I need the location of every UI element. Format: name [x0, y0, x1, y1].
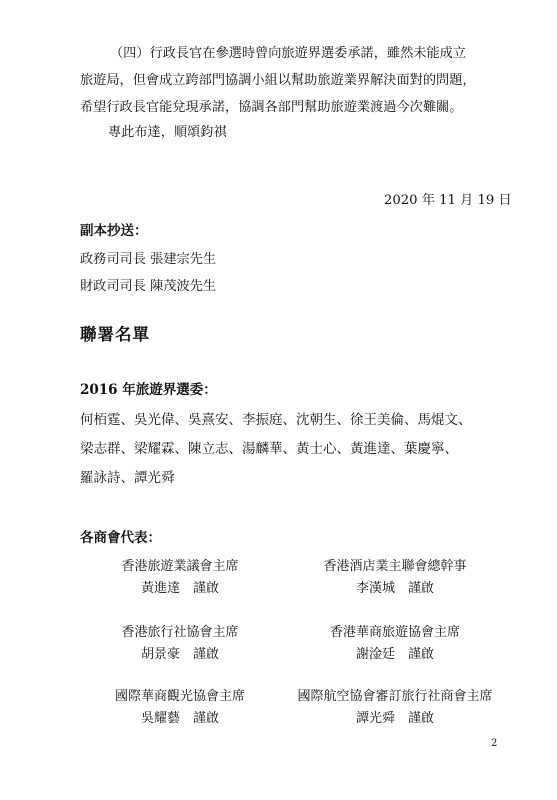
page-number: 2: [491, 738, 498, 749]
chamber-representative: [280, 686, 510, 730]
chamber-representative: [300, 556, 490, 600]
chamber-signature: 謝淦廷 謹啟: [355, 647, 434, 662]
chamber-representative: [100, 556, 260, 600]
closing-salutation: 專此布達，順頌鈞祺: [108, 125, 227, 140]
election-committee-heading: 2016 年旅遊界選委：: [80, 382, 217, 398]
letter-paragraph: [80, 40, 505, 121]
paragraph-line: （四）行政長官在參選時曾向旅遊界選委承諾，雖然未能成立: [110, 46, 467, 61]
chamber-org: 香港華商旅遊協會主席: [329, 625, 460, 640]
chamber-org: 香港旅遊業議會主席: [121, 559, 239, 574]
signatories-title: 聯署名單: [80, 325, 150, 344]
names-line: 梁志群、梁耀霖、陳立志、湯麟華、黃士心、黃進達、葉慶寧、: [80, 441, 458, 457]
chamber-org: 國際航空協會審訂旅行社商會主席: [297, 689, 493, 704]
cc-recipient: 政務司司長 張建宗先生: [80, 252, 217, 267]
chamber-signature: 譚光舜 謹啟: [355, 711, 434, 726]
chamber-org: 香港旅行社協會主席: [121, 625, 239, 640]
paragraph-line: 旅遊局，但會成立跨部門協調小組以幫助旅遊業界解決面對的問題，: [80, 73, 476, 88]
cc-heading: 副本抄送：: [80, 223, 148, 239]
election-committee-names: [80, 406, 525, 493]
chamber-org: 香港酒店業主聯會總幹事: [323, 559, 467, 574]
chamber-representative: [300, 622, 490, 666]
chamber-org: 國際華商觀光協會主席: [114, 689, 245, 704]
chamber-signature: 吳耀藝 謹啟: [140, 711, 219, 726]
names-line: 何栢霆、吳光偉、吳熹安、李振庭、沈朝生、徐王美倫、馬焜文、: [80, 412, 472, 428]
paragraph-line: 希望行政長官能兌現承諾，協調各部門幫助旅遊業渡過今次難關。: [80, 100, 463, 115]
chamber-representative: [90, 686, 270, 730]
chamber-representative: [100, 622, 260, 666]
names-line: 羅詠詩、譚光舜: [80, 470, 175, 486]
cc-recipient: 財政司司長 陳茂波先生: [80, 279, 217, 294]
chamber-signature: 黃進達 謹啟: [140, 581, 219, 596]
chamber-signature: 李漢城 謹啟: [355, 581, 434, 596]
letter-date: 2020 年 11 月 19 日: [384, 193, 512, 208]
chamber-signature: 胡景豪 謹啟: [140, 647, 219, 662]
chambers-heading: 各商會代表：: [80, 530, 161, 546]
